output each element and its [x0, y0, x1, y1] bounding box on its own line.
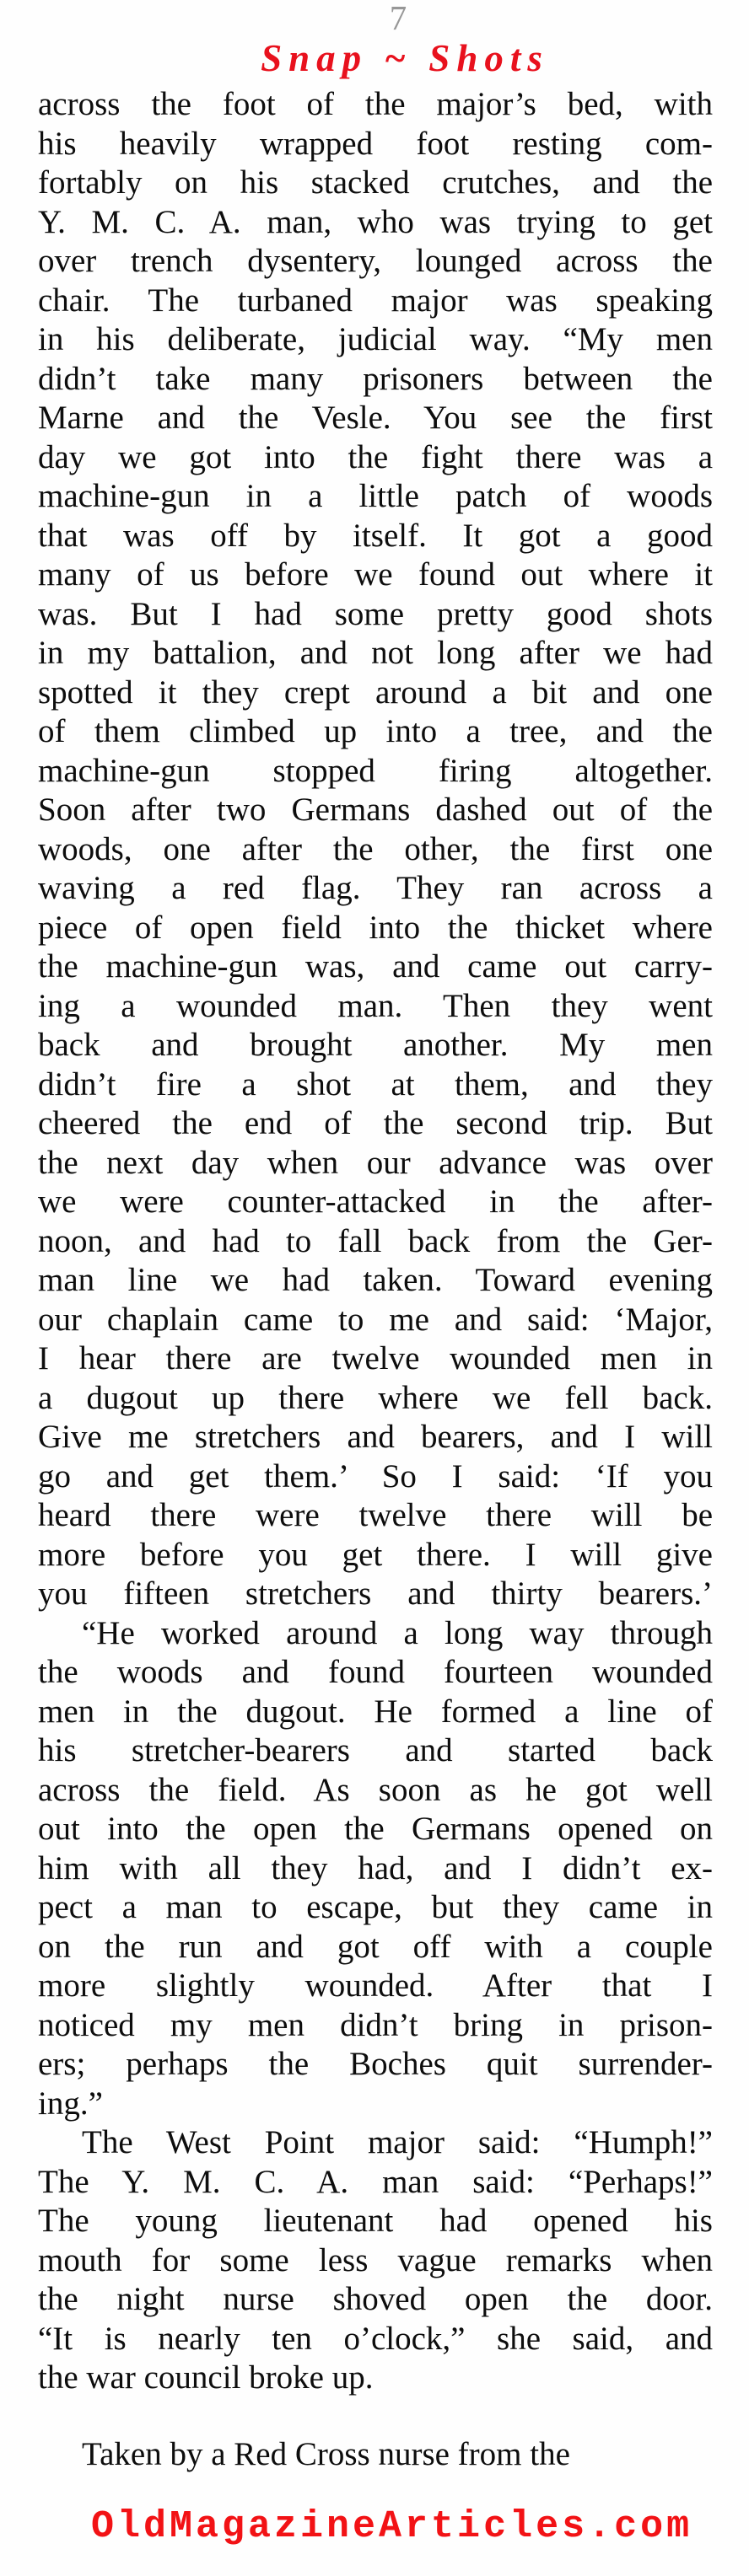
text-line: pect a man to escape, but they came in: [38, 1889, 713, 1925]
text-line: ing.”: [38, 2085, 103, 2122]
text-line: across the foot of the major’s bed, with: [38, 86, 713, 122]
text-line: in my battalion, and not long after we had: [38, 635, 713, 671]
footer-watermark: OldMagazineArticles.com: [91, 2505, 693, 2548]
text-line: him with all they had, and I didn’t ex-: [38, 1849, 713, 1886]
text-line: ers; perhaps the Boches quit surrender-: [38, 2046, 713, 2082]
text-line: heard there were twelve there will be: [38, 1497, 713, 1533]
text-line: fortably on his stacked crutches, and the: [38, 164, 713, 201]
text-line: the machine-gun was, and came out carry-: [38, 948, 713, 985]
text-line: the night nurse shoved open the door.: [38, 2281, 713, 2317]
text-line: “He worked around a long way through: [82, 1614, 713, 1651]
text-line: back and brought another. My men: [38, 1027, 713, 1063]
text-line: Taken by a Red Cross nurse from the: [82, 2435, 570, 2472]
text-line: you fifteen stretchers and thirty bearers.’: [38, 1575, 713, 1612]
text-line: “It is nearly ten o’clock,” she said, and: [38, 2320, 713, 2357]
text-line: go and get them.’ So I said: ‘If you: [38, 1457, 713, 1495]
text-line: waving a red flag. They ran across a: [38, 870, 713, 906]
text-line: chair. The turbaned major was speaking: [38, 282, 713, 319]
text-line: the war council broke up.: [38, 2359, 374, 2396]
text-line: we were counter-attacked in the after-: [38, 1183, 713, 1220]
page-number: 7: [389, 0, 407, 37]
text-line: The young lieutenant had opened his: [38, 2203, 713, 2239]
text-line: the woods and found fourteen wounded: [38, 1654, 713, 1690]
text-line: more slightly wounded. After that I: [38, 1967, 713, 2004]
text-line: across the field. As soon as he got well: [38, 1771, 713, 1808]
text-line: The Y. M. C. A. man said: “Perhaps!”: [38, 2163, 713, 2200]
text-line: spotted it they crept around a bit and one: [38, 674, 713, 711]
text-line: his heavily wrapped foot resting com-: [38, 125, 713, 162]
text-line: the next day when our advance was over: [38, 1144, 713, 1181]
text-line: more before you get there. I will give: [38, 1536, 713, 1573]
text-line: didn’t fire a shot at them, and they: [38, 1065, 713, 1103]
text-line: on the run and got off with a couple: [38, 1928, 713, 1965]
text-line: The West Point major said: “Humph!”: [82, 2124, 713, 2160]
text-line: over trench dysentery, lounged across the: [38, 243, 713, 279]
text-line: Soon after two Germans dashed out of the: [38, 792, 713, 828]
text-line: woods, one after the other, the first one: [38, 830, 713, 867]
text-line: men in the dugout. He formed a line of: [38, 1693, 713, 1730]
text-line: our chaplain came to me and said: ‘Major,: [38, 1301, 713, 1338]
text-line: Y. M. C. A. man, who was trying to get: [38, 203, 713, 240]
text-line: his stretcher-bearers and started back: [38, 1732, 713, 1768]
text-line: cheered the end of the second trip. But: [38, 1105, 713, 1141]
text-line: that was off by itself. It got a good: [38, 517, 713, 554]
text-line: out into the open the Germans opened on: [38, 1811, 713, 1847]
article-title: Snap ~ Shots: [261, 37, 549, 79]
text-line: machine-gun in a little patch of woods: [38, 478, 713, 514]
article-text: [38, 85, 713, 2474]
text-line: noticed my men didn’t bring in prison-: [38, 2006, 713, 2043]
text-line: many of us before we found out where it: [38, 556, 713, 593]
text-line: a dugout up there where we fell back.: [38, 1379, 713, 1416]
text-line: of them climbed up into a tree, and the: [38, 713, 713, 749]
text-line: didn’t take many prisoners between the: [38, 360, 713, 397]
text-line: mouth for some less vague remarks when: [38, 2241, 713, 2278]
text-line: ing a wounded man. Then they went: [38, 987, 713, 1024]
text-line: was. But I had some pretty good shots: [38, 595, 713, 632]
text-line: I hear there are twelve wounded men in: [38, 1340, 713, 1377]
text-line: Marne and the Vesle. You see the first: [38, 400, 713, 436]
text-line: in his deliberate, judicial way. “My men: [38, 321, 713, 357]
text-line: piece of open field into the thicket where: [38, 909, 713, 946]
text-line: noon, and had to fall back from the Ger-: [38, 1222, 713, 1259]
text-line: man line we had taken. Toward evening: [38, 1262, 713, 1298]
text-line: day we got into the fight there was a: [38, 438, 713, 475]
text-line: machine-gun stopped firing altogether.: [38, 752, 713, 789]
text-line: Give me stretchers and bearers, and I will: [38, 1419, 713, 1455]
